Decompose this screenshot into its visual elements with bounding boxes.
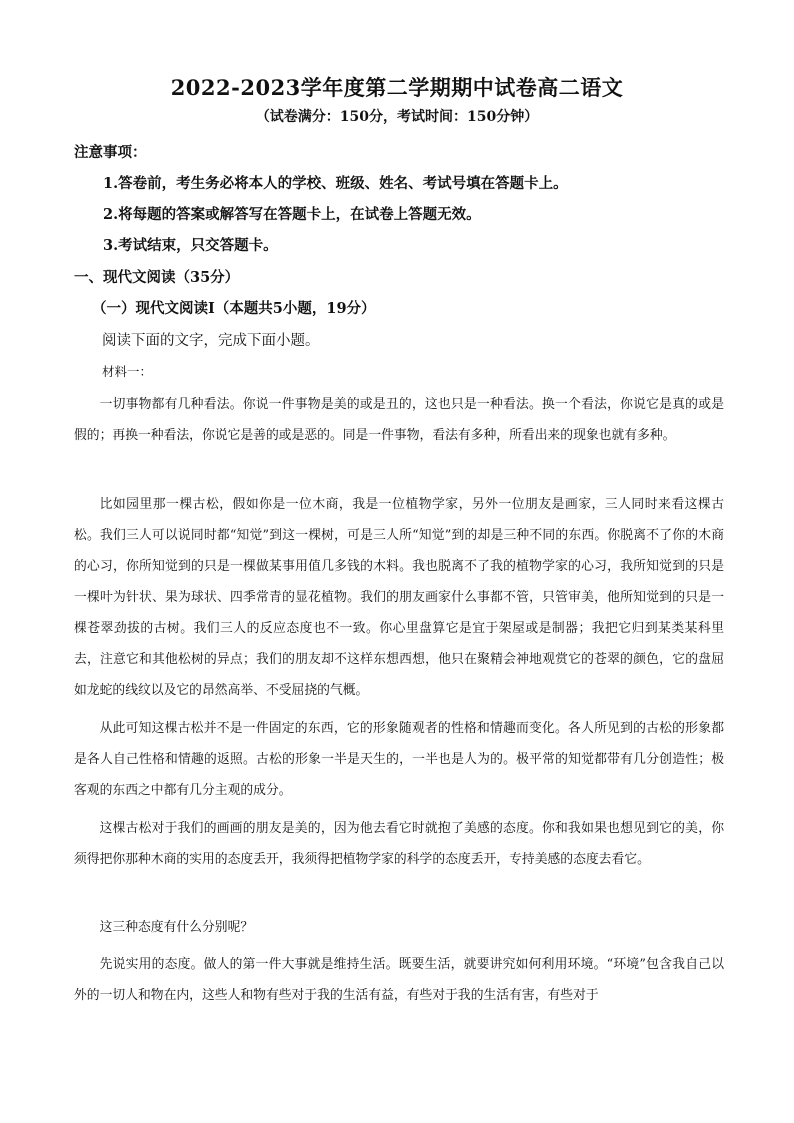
page-title: 2022-2023学年度第二学期期中试卷高二语文 xyxy=(170,75,624,100)
paragraph: 这棵古松对于我们的画画的朋友是美的，因为他去看它时就抱了美感的态度。你和我如果也想见到它的美，你须得把你那种木商的实用的态度丢开，我须得把植物学家的科学的态度丢开，专持美感的态度去看它。 xyxy=(74,821,724,867)
section-heading: 一、现代文阅读（35分） xyxy=(74,269,240,286)
paragraph: 比如园里那一棵古松，假如你是一位木商，我是一位植物学家，另外一位朋友是画家，三人同时来看这棵古松。我们三人可以说同时都“知觉”到这一棵树，可是三人所“知觉”到的却是三种不同的东西。你脱离不了你的木商的心习，你所知觉到的只是一棵做某事用值几多钱的木料。我也脱离不了我的植物学家的心习，我所知觉到的只是一棵叶为针状、果为球状、四季常青的显花植物。我们的朋友画家什么事都不管，只管审美，他所知觉到的只是一棵苍翠劲拔的古树。我们三人的反应态度也不一致。你心里盘算它是宜于架屋或是制器；我把它归到某类某科里去，注意它和其他松树的异点；我们的朋友却不这样东想西想，他只在聚精会神地观赏它的苍翠的颜色，它的盘屈如龙蛇的线纹以及它的昂然高举、不受屈挠的气概。 xyxy=(74,497,724,698)
paragraph: 一切事物都有几种看法。你说一件事物是美的或是丑的，这也只是一种看法。换一个看法，你说它是真的或是假的；再换一种看法，你说它是善的或是恶的。同是一件事物，看法有多种，所看出来的现象也就有多种。 xyxy=(74,397,724,443)
subsection-heading: （一）现代文阅读Ⅰ（本题共5小题，19分） xyxy=(92,300,376,317)
reading-instruction: 阅读下面的文字，完成下面小题。 xyxy=(102,333,320,349)
notice-item: 3.考试结束，只交答题卡。 xyxy=(103,237,278,254)
notice-heading: 注意事项： xyxy=(74,144,147,161)
exam-info: （试卷满分：150分，考试时间：150分钟） xyxy=(255,109,539,125)
material-label: 材料一： xyxy=(102,364,153,379)
notice-item: 2.将每题的答案或解答写在答题卡上，在试卷上答题无效。 xyxy=(103,206,481,223)
paragraph: 这三种态度有什么分别呢？ xyxy=(99,920,254,935)
paragraph: 先说实用的态度。做人的第一件大事就是维持生活。既要生活，就要讲究如何利用环境。“环境”包含我自己以外的一切人和物在内，这些人和物有些对于我的生活有益，有些对于我的生活有害，有些对于 xyxy=(74,957,724,1003)
notice-item: 1.答卷前，考生务必将本人的学校、班级、姓名、考试号填在答题卡上。 xyxy=(103,175,568,192)
paragraph: 从此可知这棵古松并不是一件固定的东西，它的形象随观者的性格和情趣而变化。各人所见到的古松的形象都是各人自己性格和情趣的返照。古松的形象一半是天生的，一半也是人为的。极平常的知觉都带有几分创造性；极客观的东西之中都有几分主观的成分。 xyxy=(74,721,724,798)
